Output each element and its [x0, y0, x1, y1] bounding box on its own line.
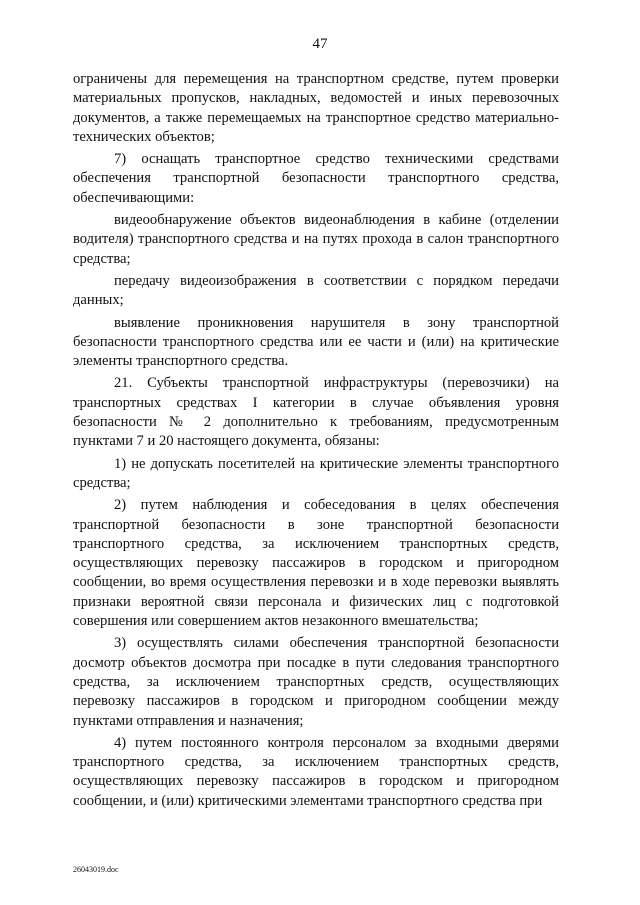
footer-filename: 26043019.doc [73, 865, 119, 874]
document-body [73, 70, 559, 814]
paragraph: 1) не допускать посетителей на критические элементы транспортного средства; [73, 455, 559, 491]
page-number: 47 [312, 36, 328, 52]
paragraph: 7) оснащать транспортное средство техническими средствами обеспечения транспортной безопасности транспортного средства, обеспечивающими: [73, 151, 559, 206]
paragraph: ограничены для перемещения на транспортном средстве, путем проверки материальных пропусков, накладных, ведомостей и иных перевозочных документов, а также перемещаемых на транспортное средство материально-технических объектов; [73, 71, 559, 145]
paragraph: видеообнаружение объектов видеонаблюдения в кабине (отделении водителя) транспортного средства и на путях прохода в салон транспортного средства; [73, 212, 559, 267]
paragraph: выявление проникновения нарушителя в зону транспортной безопасности транспортного средства или ее части и (или) на критические элементы транспортного средства. [73, 314, 559, 370]
paragraph: 4) путем постоянного контроля персоналом за входными дверями транспортного средства, за исключением транспортных средств, осуществляющих перевозку пассажиров в городском и пригородном сообщении, и (или) критическими элементами транспортного средства при [73, 734, 559, 809]
paragraph: 3) осуществлять силами обеспечения транспортной безопасности досмотр объектов досмотра при посадке в пути следования транспортного средства, за исключением транспортных средств, осуществляющих перевозку пассажиров в городском и пригородном сообщении между пунктами отправления и назначения; [73, 635, 559, 729]
paragraph: передачу видеоизображения в соответствии с порядком передачи данных; [73, 272, 559, 309]
paragraph: 21. Субъекты транспортной инфраструктуры (перевозчики) на транспортных средствах I категории в случае объявления уровня безопасности № 2 дополнительно к требованиям, предусмотренным пунктами 7 и 20 настоящего документа, обязаны: [73, 375, 559, 450]
paragraph: 2) путем наблюдения и собеседования в целях обеспечения транспортной безопасности в зоне транспортной безопасности транспортного средства, за исключением транспортных средств, осуществляющих перевозку пассажиров в городском и пригородном сообщении, во время осуществления перевозки и в ходе перевозки выявлять признаки вероятной связи персонала и физических лиц с подготовкой совершения или совершением актов незаконного вмешательства; [73, 497, 559, 630]
